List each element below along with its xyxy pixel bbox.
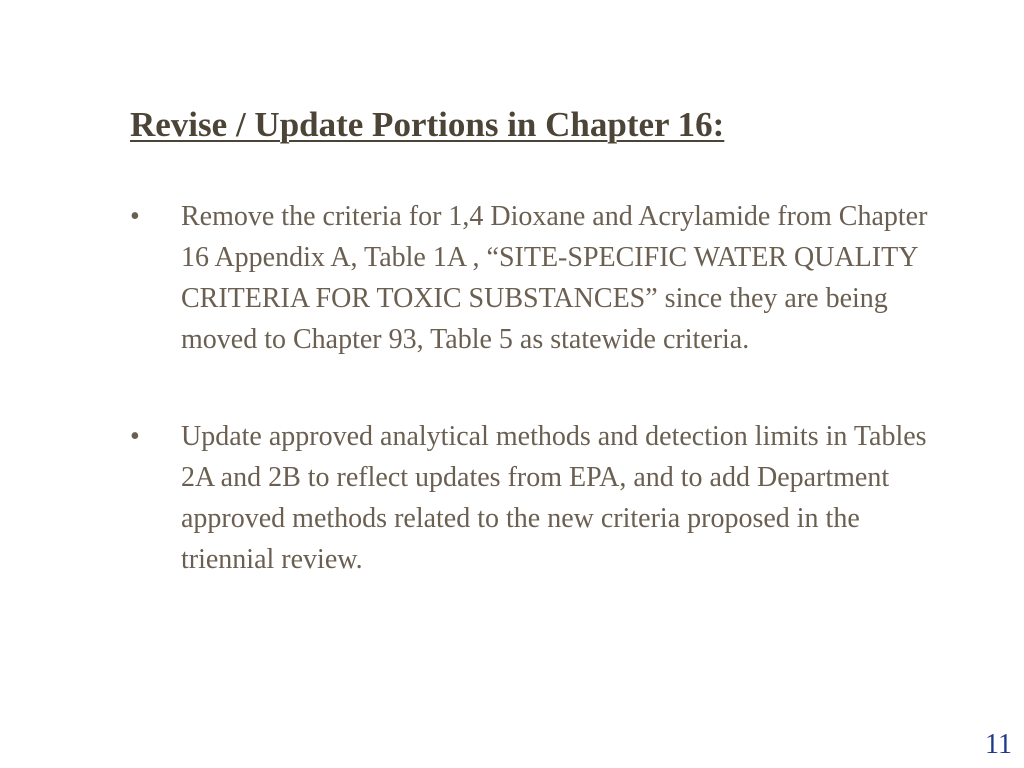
- bullet-marker: •: [130, 201, 140, 232]
- bullet-text: Update approved analytical methods and detection limits in Tables 2A and 2B to reflect updates from EPA, and to add Department approved methods related to the new criteria proposed in the triennial review.: [181, 421, 927, 575]
- slide-title: Revise / Update Portions in Chapter 16:: [130, 105, 725, 144]
- bullet-item-remove-criteria: [130, 196, 930, 360]
- bullet-marker: •: [130, 421, 140, 452]
- bullet-text: Remove the criteria for 1,4 Dioxane and Acrylamide from Chapter 16 Appendix A, Table 1A , “SITE-SPECIFIC WATER QUALITY CRITERIA FOR TOXIC SUBSTANCES” since they are being moved to Chapter 93, Table 5 as statewide criteria.: [181, 201, 928, 355]
- bullet-item-update-methods: [130, 416, 930, 580]
- page-number: 11: [985, 729, 1012, 760]
- bullet-list: [130, 196, 930, 580]
